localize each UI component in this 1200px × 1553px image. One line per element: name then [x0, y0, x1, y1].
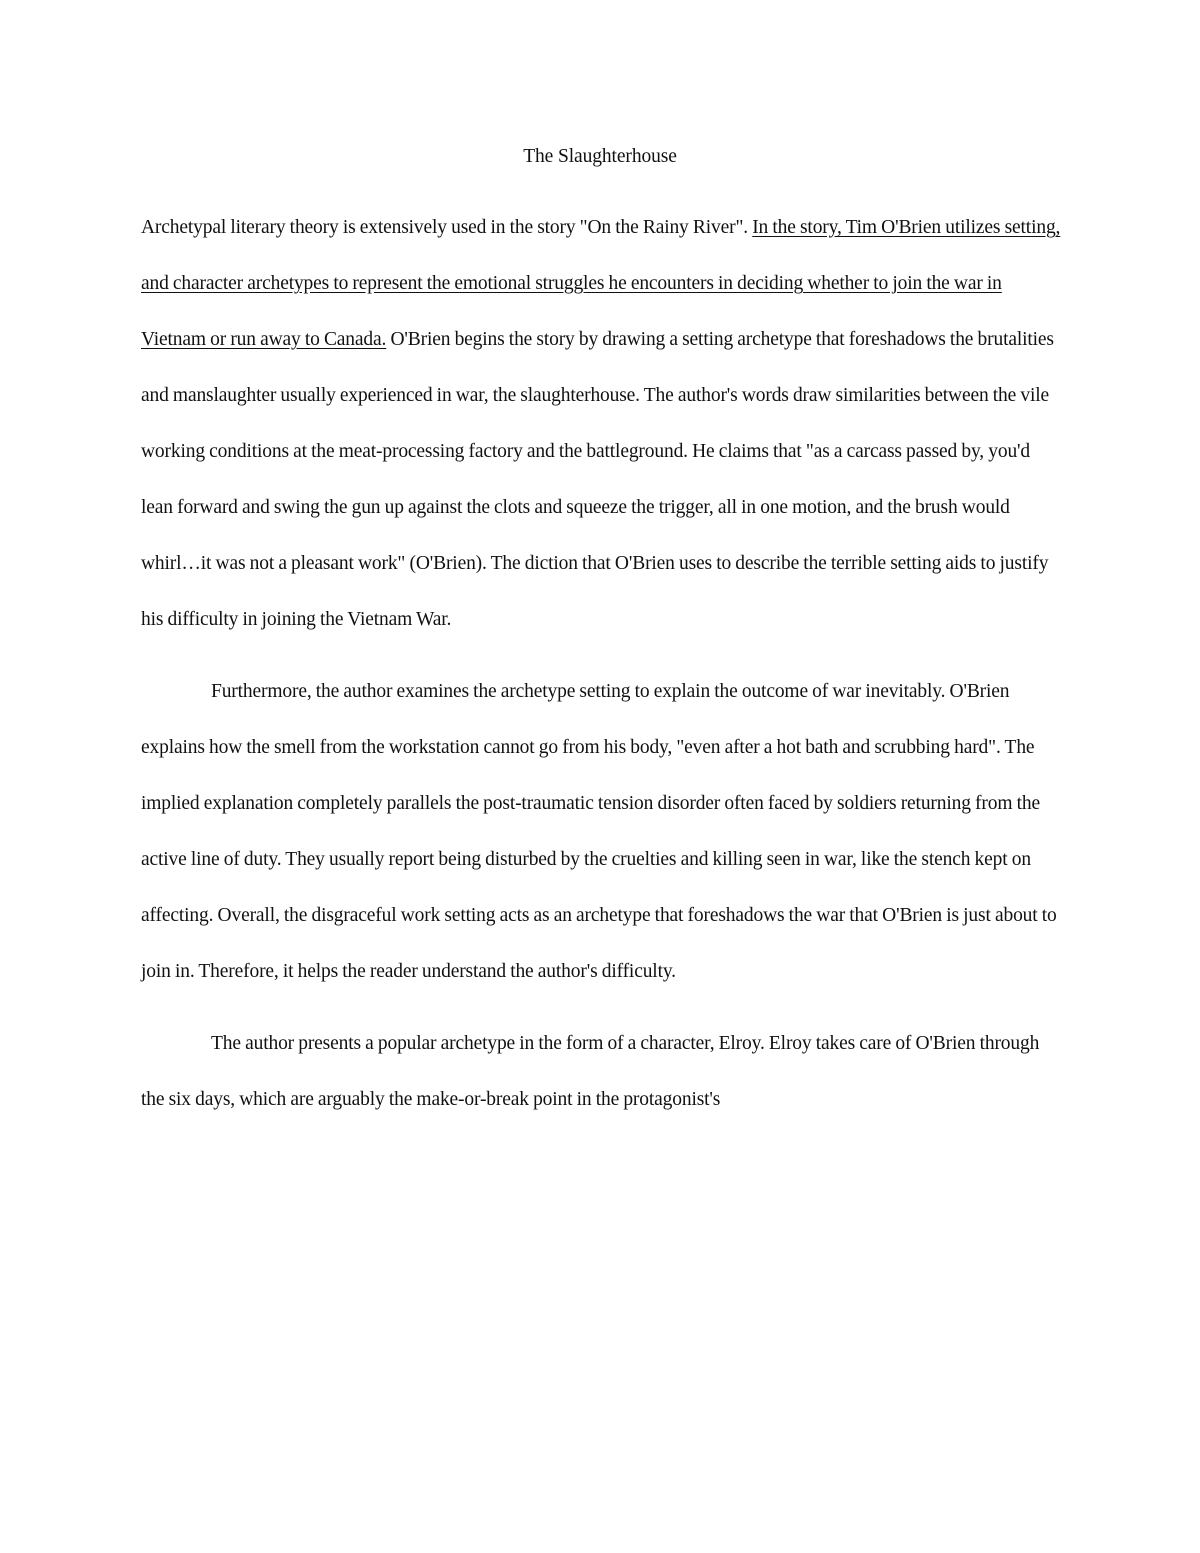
paragraph-1-body: O'Brien begins the story by drawing a setting archetype that foreshadows the brutalities and manslaughter usually experienced in war, the slaughterhouse. The author's words draw similarities between the vile working conditions at the meat-processing factory and the battleground. He claims that "as a carcass passed by, you'd lean forward and swing the gun up against the clots and squeeze the trigger, all in one motion, and the brush would whirl…it was not a pleasant work" (O'Brien). The diction that O'Brien uses to describe the terrible setting aids to justify his difficulty in joining the Vietnam War.	[141, 329, 1054, 630]
document-body	[141, 200, 1061, 1128]
document-title: The Slaughterhouse	[523, 146, 677, 167]
paragraph-2: Furthermore, the author examines the archetype setting to explain the outcome of war inevitably. O'Brien explains how the smell from the workstation cannot go from his body, "even after a hot bath and scrubbing hard". The implied explanation completely parallels the post-traumatic tension disorder often faced by soldiers returning from the active line of duty. They usually report being disturbed by the cruelties and killing seen in war, like the stench kept on affecting. Overall, the disgraceful work setting acts as an archetype that foreshadows the war that O'Brien is just about to join in. Therefore, it helps the reader understand the author's difficulty.	[141, 681, 1057, 982]
thesis-statement: In the story, Tim O'Brien utilizes setting, and character archetypes to represent the emotional struggles he encounters in deciding whether to join the war in Vietnam or run away to Canada.	[141, 217, 1061, 350]
paragraph-3: The author presents a popular archetype in the form of a character, Elroy. Elroy takes care of O'Brien through the six days, which are arguably the make-or-break point in the protagonist's	[141, 1033, 1040, 1110]
paragraph-1	[141, 200, 1061, 648]
paragraph-1-intro: Archetypal literary theory is extensively used in the story "On the Rainy River".	[141, 217, 753, 238]
